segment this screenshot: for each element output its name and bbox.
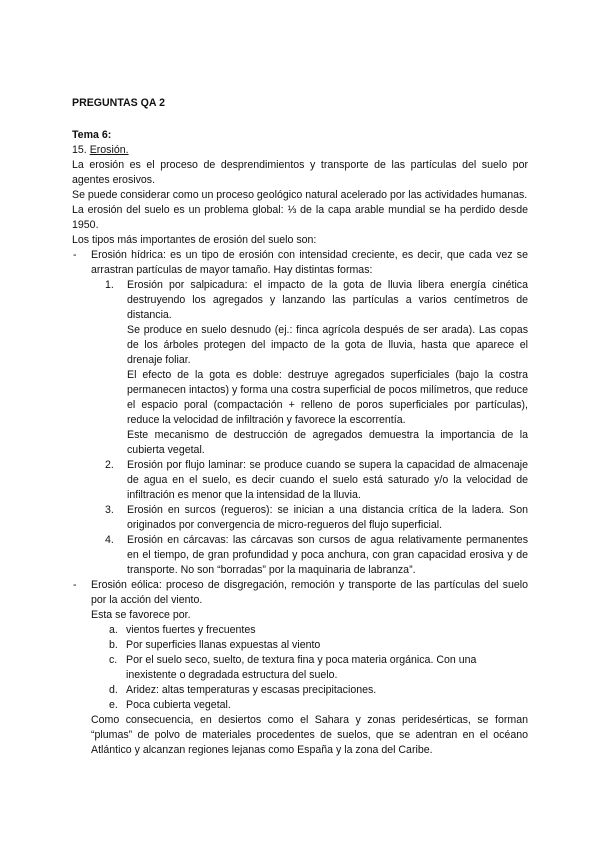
form-paragraph: Erosión en cárcavas: las cárcavas son cursos de agua relativamente permanentes en el tiempo, de gran profundidad y poca anchura, con gran capacidad erosiva y de transporte. No son “borradas” por la maquinaria de labranza”. [127, 534, 528, 576]
list-number: 1. [105, 279, 114, 291]
intro-paragraph: La erosión del suelo es un problema global: ⅓ de la capa arable mundial se ha perdido desde 1950. [72, 204, 528, 231]
list-number: 4. [105, 534, 114, 546]
list-letter: e. [109, 699, 118, 711]
erosion-type-text: Erosión hídrica: es un tipo de erosión con intensidad creciente, es decir, que cada vez se arrastran partículas de mayor tamaño. Hay distintas formas: [91, 249, 528, 276]
form-paragraph: Erosión en surcos (regueros): se inician a una distancia crítica de la ladera. Son originados por convergencia de micro-regueros del flujo superficial. [127, 504, 528, 531]
wind-erosion-factor [91, 683, 528, 698]
question-number: 15. [72, 144, 87, 156]
water-erosion-form [91, 503, 528, 533]
intro-paragraph: Se puede considerar como un proceso geológico natural acelerado por las actividades humanas. [72, 189, 528, 201]
factor-text: vientos fuertes y frecuentes [126, 624, 256, 636]
wind-erosion-factors [91, 623, 528, 713]
document-page [72, 96, 528, 758]
water-erosion-form [91, 278, 528, 458]
form-paragraph: Erosión por salpicadura: el impacto de la gota de lluvia libera energía cinética destruyendo los agregados y lanzando las partículas a varios centímetros de distancia. [127, 279, 528, 321]
intro-paragraph: La erosión es el proceso de desprendimientos y transporte de las partículas del suelo por agentes erosivos. [72, 159, 528, 186]
list-letter: d. [109, 684, 118, 696]
erosion-type-water [72, 248, 528, 578]
form-paragraph: El efecto de la gota es doble: destruye agregados superficiales (bajo la costra permanecen intactos) y forma una costra superficial de pocos milímetros, que reduce el espacio poral (compactación + relleno de poros superficiales por partículas), reduce la velocidad de infiltración y favorece la escorrentía. [127, 369, 528, 426]
erosion-type-text: Erosión eólica: proceso de disgregación, remoción y transporte de las partículas del suelo por la acción del viento. [91, 579, 528, 606]
erosion-type-wind [72, 578, 528, 758]
water-erosion-forms [91, 278, 528, 578]
document-title: PREGUNTAS QA 2 [72, 97, 165, 109]
wind-erosion-factor [91, 638, 528, 653]
water-erosion-form [91, 533, 528, 578]
spacer [72, 111, 528, 128]
form-paragraph: Erosión por flujo laminar: se produce cuando se supera la capacidad de almacenaje de agua en el suelo, es decir cuando el suelo está saturado y/o la velocidad de infiltración es menor que la intensidad de la lluvia. [127, 459, 528, 501]
topic-heading: Tema 6: [72, 129, 112, 141]
list-letter: a. [109, 624, 118, 636]
form-paragraph: Este mecanismo de destrucción de agregados demuestra la importancia de la cubierta vegetal. [127, 429, 528, 456]
wind-erosion-factor [91, 653, 528, 683]
wind-erosion-factor [91, 623, 528, 638]
question-heading [72, 143, 528, 158]
factor-text: Por el suelo seco, suelto, de textura fina y poca materia orgánica. Con una inexistente o degradada estructura del suelo. [126, 654, 477, 681]
list-bullet: - [73, 249, 77, 261]
list-bullet: - [73, 579, 77, 591]
wind-erosion-factor [91, 698, 528, 713]
erosion-types-list [72, 248, 528, 758]
conclusion-paragraph: Como consecuencia, en desiertos como el Sahara y zonas peridesérticas, se forman “plumas” de polvo de materiales procedentes de suelos, que se adentran en el océano Atlántico y alcanzan regiones lejanas como España y la zona del Caribe. [91, 714, 528, 756]
list-number: 3. [105, 504, 114, 516]
favored-by-text: Esta se favorece por. [91, 609, 191, 621]
form-paragraph: Se produce en suelo desnudo (ej.: finca agrícola después de ser arada). Las copas de los árboles protegen del impacto de la gota de lluvia, hasta que aparece el drenaje foliar. [127, 324, 528, 366]
factor-text: Poca cubierta vegetal. [126, 699, 231, 711]
water-erosion-form [91, 458, 528, 503]
intro-paragraph: Los tipos más importantes de erosión del suelo son: [72, 234, 317, 246]
list-letter: b. [109, 639, 118, 651]
factor-text: Por superficies llanas expuestas al viento [126, 639, 321, 651]
factor-text: Aridez: altas temperaturas y escasas precipitaciones. [126, 684, 377, 696]
list-letter: c. [109, 654, 118, 666]
question-title: Erosión. [89, 144, 129, 156]
list-number: 2. [105, 459, 114, 471]
